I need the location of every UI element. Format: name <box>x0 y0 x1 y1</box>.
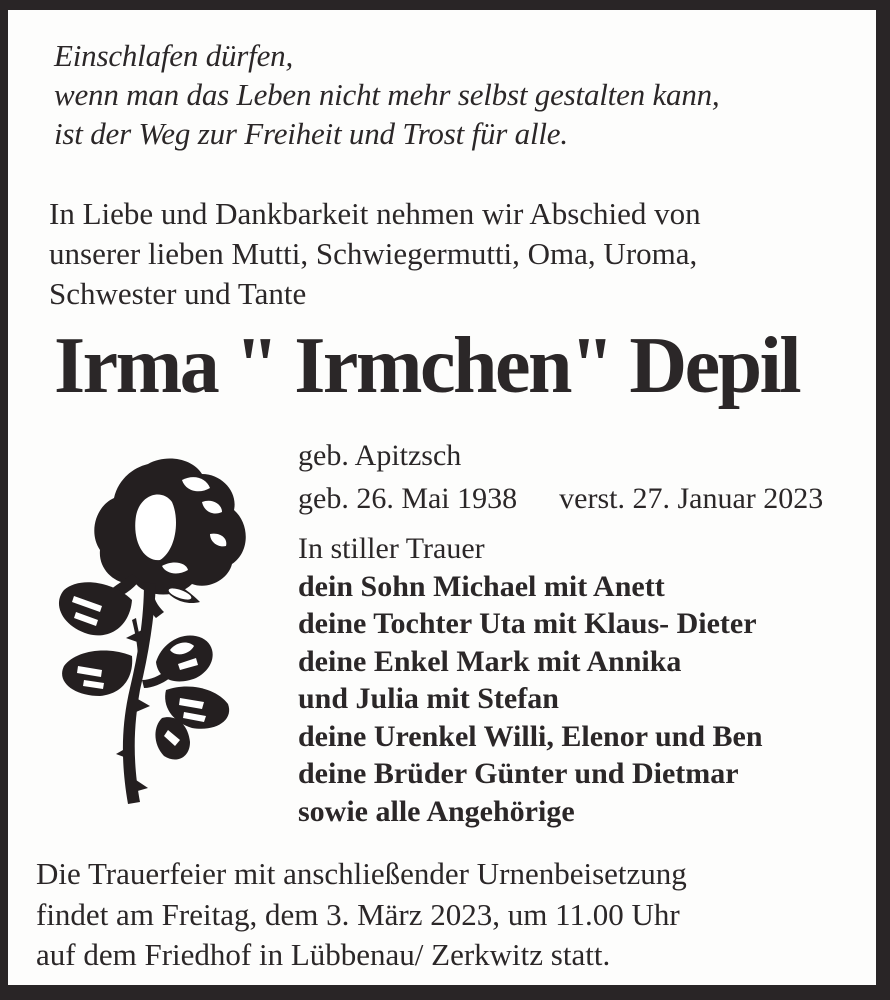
birth-date: geb. 26. Mai 1938 <box>298 482 518 515</box>
funeral-line: findet am Freitag, dem 3. März 2023, um 11.00 Uhr <box>36 896 680 932</box>
funeral-line: Die Trauerfeier mit anschließender Urnenbeisetzung <box>36 856 687 891</box>
mourners-lead: In stiller Trauer <box>298 532 485 565</box>
death-date: verst. 27. Januar 2023 <box>559 482 824 515</box>
intro-line: In Liebe und Dankbarkeit nehmen wir Abschied von <box>49 196 701 231</box>
dates-row <box>298 477 823 520</box>
epigraph-line: ist der Weg zur Freiheit und Trost für alle. <box>54 116 568 151</box>
mourner-line: und Julia mit Stefan <box>298 682 559 715</box>
intro-line: Schwester und Tante <box>49 276 307 311</box>
obituary-sheet <box>8 10 876 985</box>
epigraph <box>54 36 720 153</box>
rose-icon <box>44 450 256 816</box>
intro-line: unserer lieben Mutti, Schwiegermutti, Oma, Uroma, <box>49 236 698 271</box>
life-dates <box>298 434 823 520</box>
maiden-name: geb. Apitzsch <box>298 439 462 472</box>
mourner-line: deine Tochter Uta mit Klaus- Dieter <box>298 607 757 640</box>
mourner-line: dein Sohn Michael mit Anett <box>298 569 665 603</box>
epigraph-line: Einschlafen dürfen, <box>54 38 293 73</box>
intro-text <box>49 194 701 314</box>
mourner-line: deine Urenkel Willi, Elenor und Ben <box>298 719 763 753</box>
mourners-list <box>298 530 763 830</box>
funeral-info <box>36 854 687 976</box>
deceased-name: Irma " Irmchen" Depil <box>54 322 800 410</box>
epigraph-line: wenn man das Leben nicht mehr selbst gestalten kann, <box>54 77 720 112</box>
mourner-line: deine Enkel Mark mit Annika <box>298 644 682 678</box>
mourner-line: sowie alle Angehörige <box>298 794 575 828</box>
funeral-line: auf dem Friedhof in Lübbenau/ Zerkwitz statt. <box>36 937 611 972</box>
mourner-line: deine Brüder Günter und Dietmar <box>298 757 739 790</box>
